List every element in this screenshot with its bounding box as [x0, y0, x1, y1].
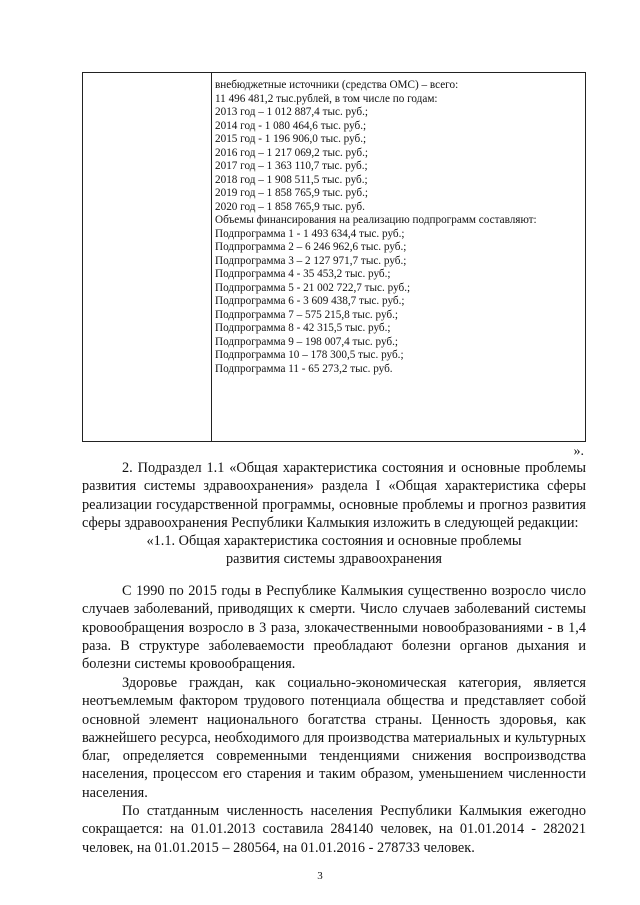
table-line: 2013 год – 1 012 887,4 тыс. руб.; — [215, 106, 369, 118]
table-line: Подпрограмма 3 – 2 127 971,7 тыс. руб.; — [215, 254, 407, 267]
table-line: Объемы финансирования на реализацию подпрограмм составляют: — [215, 214, 537, 226]
table-line: Подпрограмма 7 – 575 215,8 тыс. руб.; — [215, 308, 398, 321]
table-line: 2014 год - 1 080 464,6 тыс. руб.; — [215, 119, 367, 132]
paragraph-2: 2. Подраздел 1.1 «Общая характеристика состояния и основные проблемы развития системы здравоохранения» раздела I «Общая характеристика сферы реализации государственной программы, основные проблемы и прогноз развития сферы здравоохранения Республики Калмыкия изложить в следующей редакции: — [82, 460, 586, 531]
table-line: внебюджетные источники (средства ОМС) – всего: — [215, 79, 459, 91]
table-line: Подпрограмма 2 – 6 246 962,6 тыс. руб.; — [215, 241, 407, 253]
table-line: 11 496 481,2 тыс.рублей, в том числе по годам: — [215, 92, 438, 105]
funding-table — [82, 72, 586, 442]
table-line: 2020 год – 1 858 765,9 тыс. руб. — [215, 200, 365, 213]
section-title-line: развития системы здравоохранения — [225, 551, 443, 568]
table-line: Подпрограмма 6 - 3 609 438,7 тыс. руб.; — [215, 295, 405, 307]
body-paragraph: По статданным численность населения Республики Калмыкия ежегодно сокращается: на 01.01.2013 составила 284140 человек, на 01.01.2014 - 282021 человек, на 01.01.2015 – 280564, на 01.01.2016 - 278733 человек. — [82, 803, 586, 856]
funding-cell — [215, 79, 581, 376]
table-column-divider — [211, 73, 212, 441]
table-line: Подпрограмма 11 - 65 273,2 тыс. руб. — [215, 362, 393, 375]
closing-quote: ». — [573, 444, 584, 459]
body-paragraph: С 1990 по 2015 годы в Республике Калмыкия существенно возросло число случаев заболеваний, приводящих к смерти. Число случаев заболеваний системы кровообращения возросло в 3 раза, злокачественными новообразованиями - в 1,4 раза. В структуре заболеваемости преобладают болезни органов дыхания и болезни системы кровообращения. — [82, 583, 586, 673]
table-line: 2015 год - 1 196 906,0 тыс. руб.; — [215, 133, 367, 145]
page-number: 3 — [317, 870, 323, 882]
table-line: Подпрограмма 5 - 21 002 722,7 тыс. руб.; — [215, 281, 411, 294]
table-line: 2017 год – 1 363 110,7 тыс. руб.; — [215, 160, 368, 172]
table-line: Подпрограмма 9 – 198 007,4 тыс. руб.; — [215, 335, 398, 348]
table-line: 2016 год – 1 217 069,2 тыс. руб.; — [215, 146, 369, 159]
table-line: 2018 год – 1 908 511,5 тыс. руб.; — [215, 173, 368, 186]
section-title-line: «1.1. Общая характеристика состояния и основные проблемы — [146, 533, 522, 549]
table-line: Подпрограмма 1 - 1 493 634,4 тыс. руб.; — [215, 227, 405, 240]
section-title — [82, 532, 586, 569]
body-paragraph: Здоровье граждан, как социально-экономическая категория, является неотъемлемым фактором трудового потенциала общества и представляет собой основной элемент национального богатства страны. Ценность здоровья, как важнейшего ресурса, необходимого для производства материальных и культурных благ, определяется современными тенденциями снижения воспроизводства населения, процессом его старения и таким образом, уменьшением численности населения. — [82, 675, 586, 801]
table-line: Подпрограмма 10 – 178 300,5 тыс. руб.; — [215, 349, 404, 361]
table-line: 2019 год – 1 858 765,9 тыс. руб.; — [215, 187, 369, 199]
table-line: Подпрограмма 4 - 35 453,2 тыс. руб.; — [215, 268, 391, 280]
table-line: Подпрограмма 8 - 42 315,5 тыс. руб.; — [215, 322, 391, 334]
